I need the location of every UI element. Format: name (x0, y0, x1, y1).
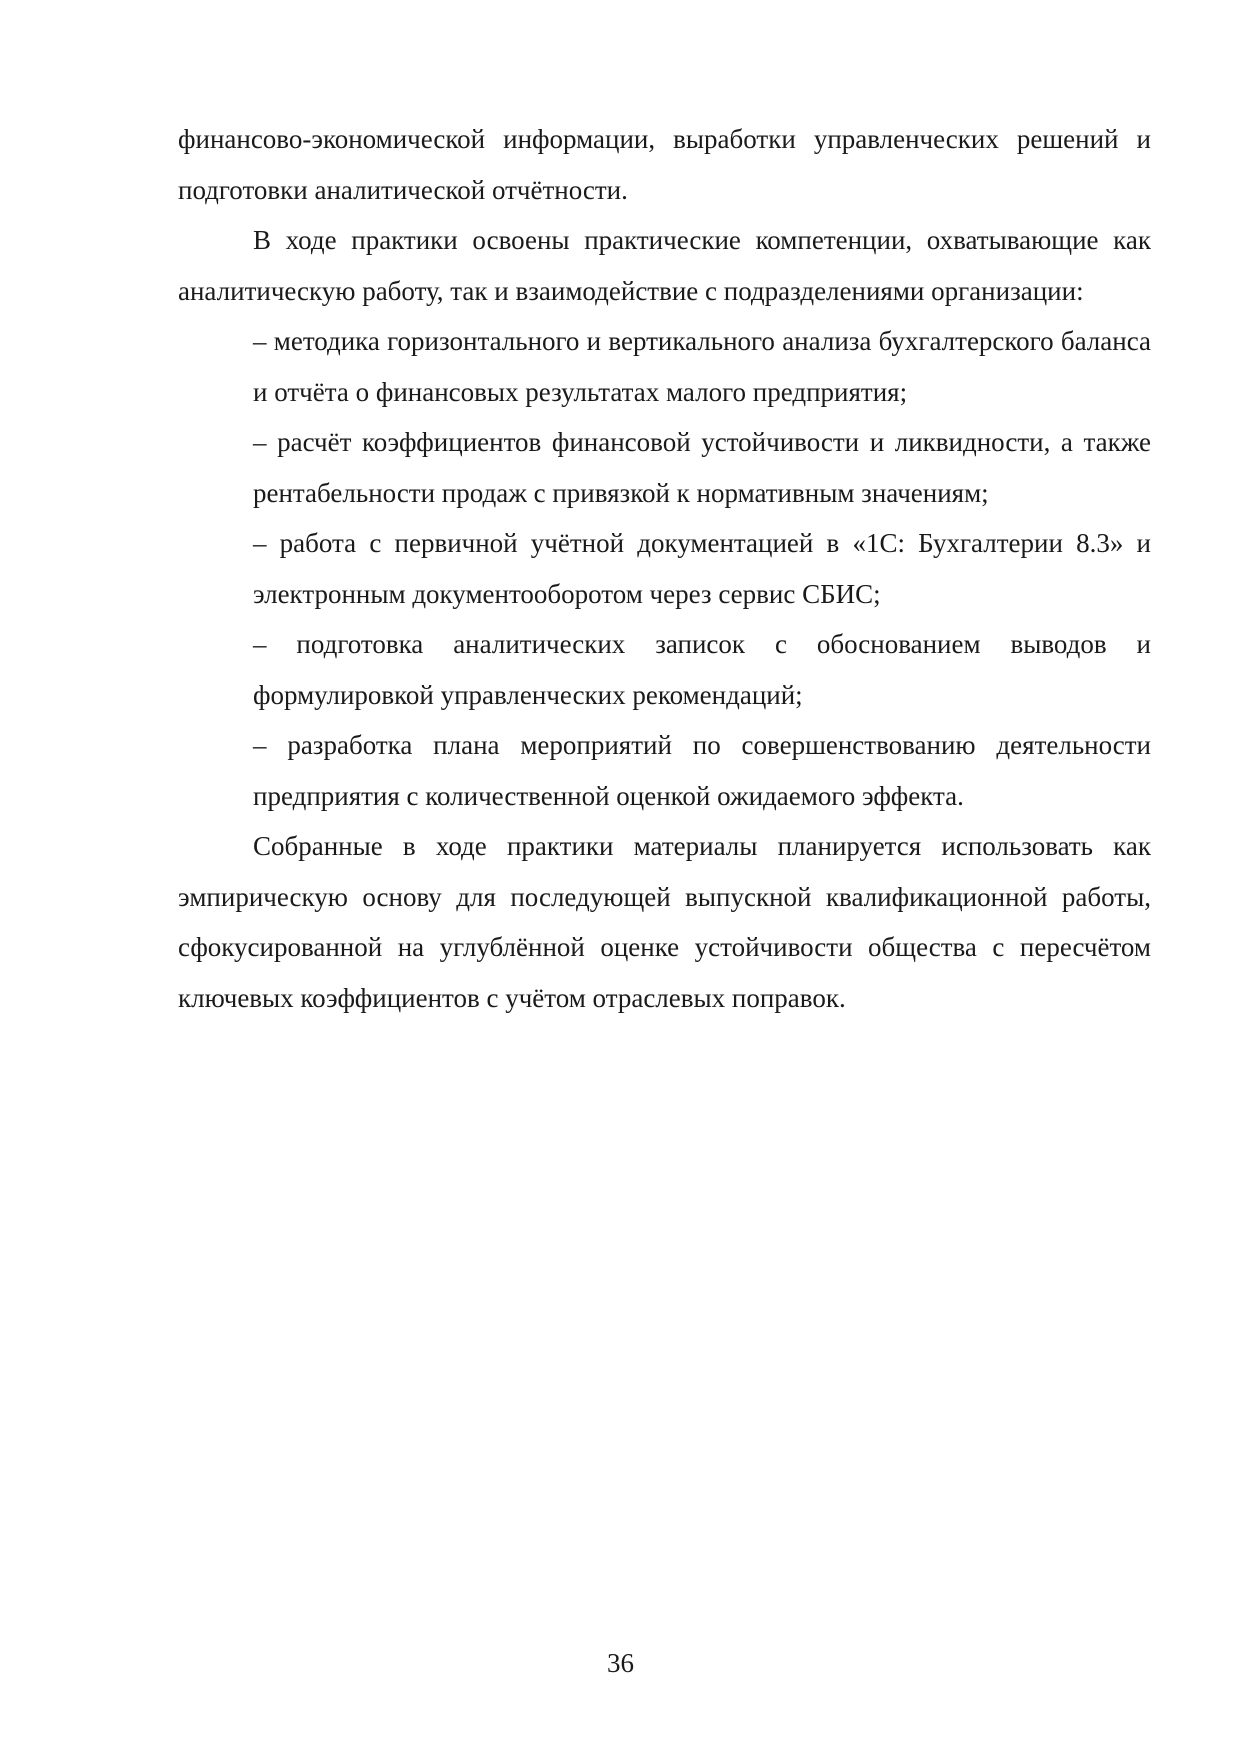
page-body (178, 114, 1151, 1023)
list-item: – методика горизонтального и вертикального анализа бухгалтерского баланса и отчёта о финансовых результатах малого предприятия; (253, 326, 1151, 407)
list-item: – разработка плана мероприятий по совершенствованию деятельности предприятия с количественной оценкой ожидаемого эффекта. (253, 730, 1151, 811)
page-number: 36 (607, 1648, 634, 1678)
list-item: – расчёт коэффициентов финансовой устойчивости и ликвидности, а также рентабельности продаж с привязкой к нормативным значениям; (253, 427, 1151, 508)
competencies-list (178, 316, 1151, 821)
paragraph-competencies-intro: В ходе практики освоены практические компетенции, охватывающие как аналитическую работу, так и взаимодействие с подразделениями организации: (178, 225, 1151, 306)
paragraph-continued: финансово-экономической информации, выработки управленческих решений и подготовки аналитической отчётности. (178, 124, 1151, 205)
paragraph-conclusion: Собранные в ходе практики материалы планируется использовать как эмпирическую основу для последующей выпускной квалификационной работы, сфокусированной на углублённой оценке устойчивости общества с пересчётом ключевых коэффициентов с учётом отраслевых поправок. (178, 831, 1151, 1013)
list-item: – работа с первичной учётной документацией в «1С: Бухгалтерии 8.3» и электронным документооборотом через сервис СБИС; (253, 528, 1151, 609)
list-item: – подготовка аналитических записок с обоснованием выводов и формулировкой управленческих рекомендаций; (253, 629, 1151, 710)
